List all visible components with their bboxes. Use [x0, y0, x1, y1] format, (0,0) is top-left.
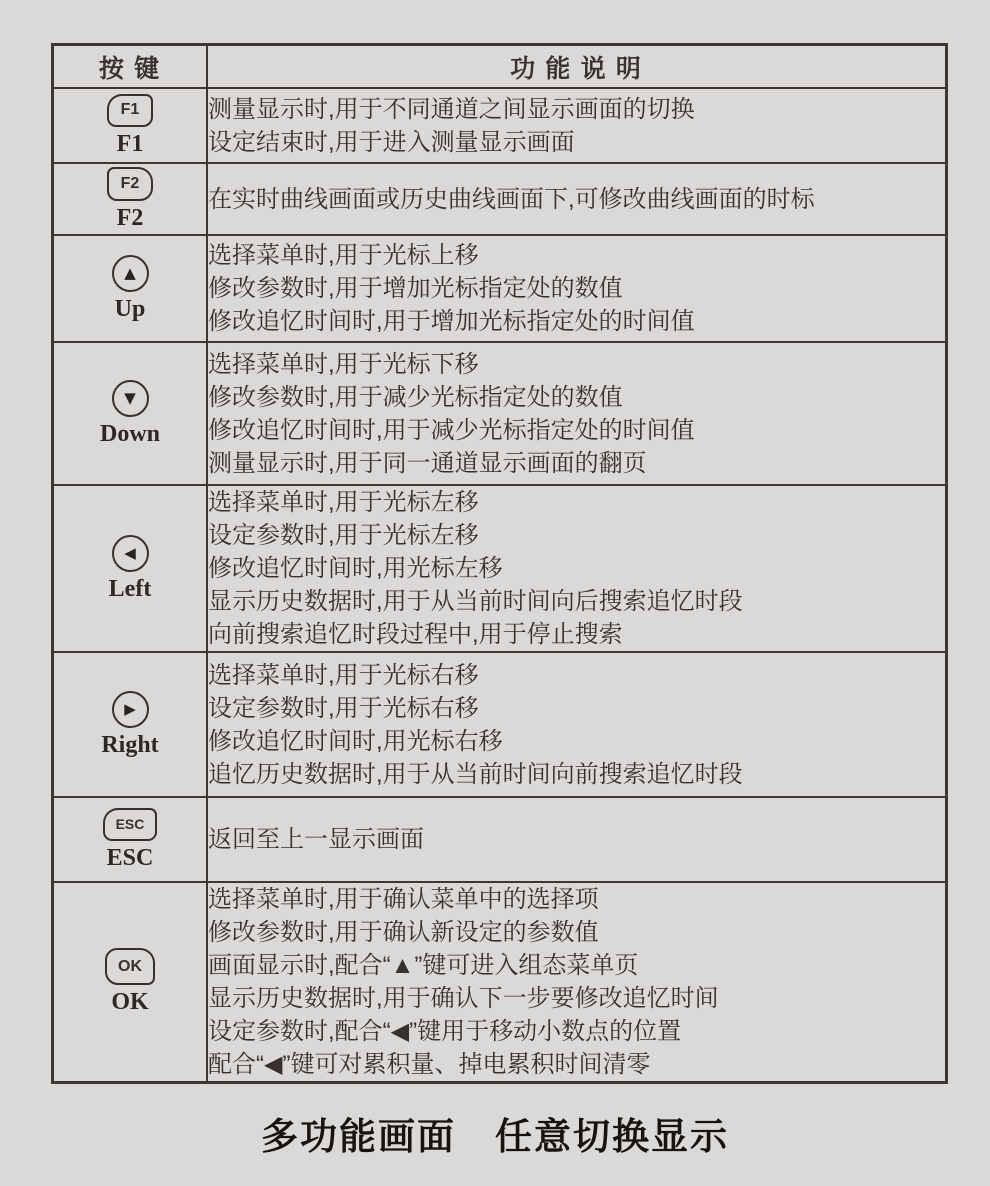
table-row — [53, 235, 947, 342]
function-description-line: 设定参数时,配合“◀”键用于移动小数点的位置 — [208, 1018, 682, 1045]
function-description-line: 修改追忆时间时,用于增加光标指定处的时间值 — [208, 308, 695, 335]
function-description-line: 测量显示时,用于同一通道显示画面的翻页 — [208, 449, 647, 477]
key-name-label: Left — [108, 575, 152, 602]
key-name-label: OK — [111, 989, 149, 1015]
function-description-cell — [207, 88, 947, 163]
function-description-line: 返回至上一显示画面 — [208, 826, 424, 853]
description-column-header: 功 能 说 明 — [207, 45, 947, 89]
key-cell — [53, 652, 208, 797]
function-description-line: 设定参数时,用于光标左移 — [208, 522, 479, 549]
function-description-cell — [207, 163, 947, 235]
key-cell — [53, 88, 208, 163]
key-function-table — [51, 43, 948, 1084]
key-column-header: 按 键 — [53, 45, 208, 89]
key-icon-holder — [112, 691, 149, 728]
function-description-cell — [207, 797, 947, 882]
key-name-label: F2 — [116, 204, 144, 231]
left-arrow-key-icon — [112, 535, 149, 572]
key-name-label: Right — [101, 731, 159, 758]
key-icon-stack — [54, 167, 206, 232]
key-icon-stack — [54, 808, 206, 872]
header-row — [53, 45, 947, 89]
key-cell — [53, 797, 208, 882]
key-name-label: Up — [114, 295, 146, 322]
function-description-line: 设定参数时,用于光标右移 — [208, 694, 479, 722]
function-description-cell — [207, 882, 947, 1083]
key-table-body — [53, 88, 947, 1083]
key-icon-stack — [54, 380, 206, 448]
table-header — [53, 45, 947, 89]
function-description-line: 显示历史数据时,用于确认下一步要修改追忆时间 — [208, 985, 719, 1012]
table-row — [53, 88, 947, 163]
function-description-cell — [207, 235, 947, 342]
function-description-line: 在实时曲线画面或历史曲线画面下,可修改曲线画面的时标 — [208, 185, 815, 213]
down-triangle-glyph: ▼ — [124, 388, 136, 407]
up-arrow-key-icon — [112, 255, 149, 292]
key-icon-holder — [105, 948, 155, 985]
function-description-line: 画面显示时,配合“▲”键可进入组态菜单页 — [208, 952, 639, 979]
key-icon-holder — [107, 94, 153, 127]
function-description-cell — [207, 342, 947, 485]
key-icon-holder — [112, 255, 149, 292]
key-icon-stack — [54, 691, 206, 759]
down-arrow-key-icon — [112, 380, 149, 417]
function-description-line: 显示历史数据时,用于从当前时间向后搜索追忆时段 — [208, 588, 743, 615]
key-icon-holder — [107, 167, 153, 201]
function-description-line: 追忆历史数据时,用于从当前时间向前搜索追忆时段 — [208, 760, 743, 788]
page-title: 多功能画面 任意切换显示 — [261, 1116, 729, 1157]
key-cell — [53, 235, 208, 342]
key-name-label: Down — [99, 420, 160, 447]
key-icon-stack — [54, 255, 206, 323]
key-name-label: ESC — [106, 844, 154, 871]
key-name-label: F1 — [116, 130, 144, 157]
function-description-line: 选择菜单时,用于光标左移 — [208, 489, 479, 516]
function-description-cell — [207, 485, 947, 652]
function-description-line: 向前搜索追忆时段过程中,用于停止搜索 — [208, 621, 623, 648]
up-triangle-glyph: ▲ — [124, 263, 136, 282]
key-cell — [53, 485, 208, 652]
function-description-line: 选择菜单时,用于光标右移 — [208, 661, 479, 689]
table-row — [53, 882, 947, 1083]
function-description-line: 选择菜单时,用于光标上移 — [208, 242, 479, 269]
key-icon-stack — [54, 94, 206, 158]
function-description-line: 修改参数时,用于确认新设定的参数值 — [208, 919, 599, 946]
table-row — [53, 485, 947, 652]
right-arrow-key-icon — [112, 691, 149, 728]
key-cell — [53, 882, 208, 1083]
key-icon-stack — [54, 948, 206, 1016]
function-description-line: 修改追忆时间时,用光标左移 — [208, 555, 503, 582]
function-description-line: 设定结束时,用于进入测量显示画面 — [208, 128, 575, 156]
table-row — [53, 163, 947, 235]
function-description-line: 修改参数时,用于减少光标指定处的数值 — [208, 383, 623, 411]
table-row — [53, 652, 947, 797]
function-description-line: 测量显示时,用于不同通道之间显示画面的切换 — [208, 95, 695, 123]
key-icon-stack — [54, 535, 206, 603]
key-icon-holder — [112, 535, 149, 572]
function-description-line: 修改参数时,用于增加光标指定处的数值 — [208, 275, 623, 302]
function-description-line: 修改追忆时间时,用光标右移 — [208, 727, 503, 755]
right-triangle-glyph: ▶ — [124, 699, 136, 718]
f1-key-icon: F1 — [107, 94, 153, 127]
f2-key-icon: F2 — [107, 167, 153, 201]
function-description-line: 配合“◀”键可对累积量、掉电累积时间清零 — [208, 1051, 651, 1078]
key-cell — [53, 163, 208, 235]
key-cell — [53, 342, 208, 485]
function-description-line: 修改追忆时间时,用于减少光标指定处的时间值 — [208, 416, 695, 444]
function-description-cell — [207, 652, 947, 797]
left-triangle-glyph: ◀ — [124, 543, 136, 562]
function-description-line: 选择菜单时,用于确认菜单中的选择项 — [208, 886, 599, 913]
key-icon-holder — [112, 380, 149, 417]
table-row — [53, 797, 947, 882]
table-row — [53, 342, 947, 485]
key-icon-holder — [103, 808, 157, 841]
ok-key-icon: OK — [105, 948, 155, 985]
function-description-line: 选择菜单时,用于光标下移 — [208, 350, 479, 378]
esc-key-icon: ESC — [103, 808, 157, 841]
